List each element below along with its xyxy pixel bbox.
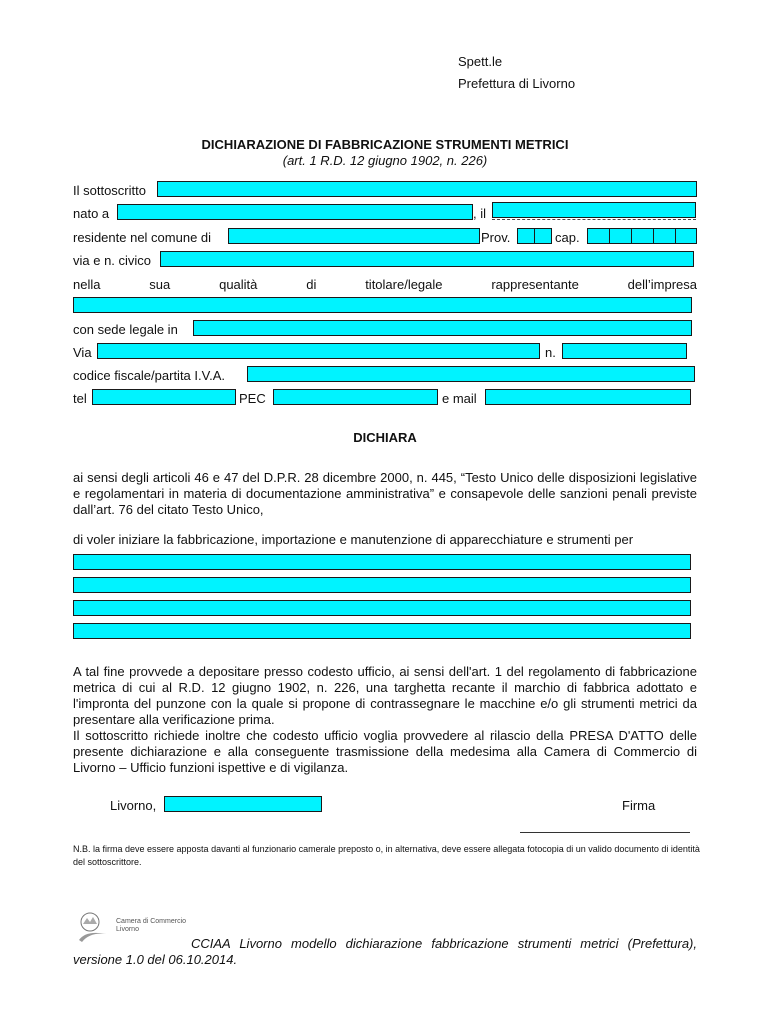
label-email: e mail (442, 391, 477, 406)
label-il: , il (473, 206, 486, 221)
cap-field-5[interactable] (675, 228, 697, 244)
qualita-word: rappresentante (491, 277, 579, 292)
street-number-field[interactable] (562, 343, 687, 359)
qualita-word: nella (73, 277, 101, 292)
signature-line (520, 832, 690, 833)
instruments-field-4[interactable] (73, 623, 691, 639)
qualita-word: titolare/legale (365, 277, 443, 292)
tax-code-field[interactable] (247, 366, 695, 382)
cap-field-1[interactable] (587, 228, 610, 244)
instruments-field-2[interactable] (73, 577, 691, 593)
company-name-field[interactable] (73, 297, 692, 313)
birthplace-field[interactable] (117, 204, 473, 220)
dichiara-title: DICHIARA (353, 430, 417, 445)
label-sede-legale: con sede legale in (73, 322, 178, 337)
label-sottoscritto: Il sottoscritto (73, 183, 146, 198)
qualita-line (73, 277, 697, 292)
body-paragraph-2: Il sottoscritto richiede inoltre che codesto ufficio voglia provvedere al rilascio della PRESA D'ATTO delle presente dichiarazione e alla conseguente trasmissione della medesima alla Camera di Commercio di Livorno – Ufficio funzioni ispettive e di vigilanza. (73, 728, 697, 775)
birthdate-underline (492, 219, 696, 220)
svg-text:Livorno: Livorno (116, 926, 139, 933)
label-numero: n. (545, 345, 556, 360)
qualita-word: qualità (219, 277, 258, 292)
qualita-word: dell’impresa (627, 277, 697, 292)
dichiara-paragraph: ai sensi degli articoli 46 e 47 del D.P.R. 28 dicembre 2000, n. 445, “Testo Unico delle disposizioni legislative e regolamentari in materia di documentazione amministrativa” e consapevole delle sanzioni penali previste dall’art. 76 del citato Testo Unico, (73, 470, 697, 517)
document-subtitle: (art. 1 R.D. 12 giugno 1902, n. 226) (282, 153, 488, 168)
body-paragraph-1: A tal fine provvede a depositare presso codesto ufficio, ai sensi dell'art. 1 del regolamento di fabbricazione metrica di cui al R.D. 12 giugno 1902, n. 226, una targhetta recante il marchio di fabbrica adottato e l'impronta del punzone con la quale si propone di contrassegnare le macchine e/o gli strumenti metrici da presentare alla verificazione prima. (73, 664, 697, 727)
address-field[interactable] (160, 251, 694, 267)
phone-field[interactable] (92, 389, 236, 405)
document-title: DICHIARAZIONE DI FABBRICAZIONE STRUMENTI METRICI (201, 137, 569, 152)
instruments-field-1[interactable] (73, 554, 691, 570)
label-prov: Prov. (481, 230, 511, 245)
label-cap: cap. (555, 230, 580, 245)
cap-field-4[interactable] (653, 228, 676, 244)
prov-field-1[interactable] (517, 228, 535, 244)
sottoscritto-field[interactable] (157, 181, 697, 197)
registered-office-field[interactable] (193, 320, 692, 336)
cap-field-3[interactable] (631, 228, 654, 244)
label-pec: PEC (239, 391, 266, 406)
pec-field[interactable] (273, 389, 438, 405)
qualita-word: di (306, 277, 317, 292)
svg-text:Camera di Commercio: Camera di Commercio (116, 918, 186, 925)
intent-text: di voler iniziare la fabbricazione, importazione e manutenzione di apparecchiature e strumenti per (73, 532, 634, 547)
cap-field-2[interactable] (609, 228, 632, 244)
label-residente: residente nel comune di (73, 230, 212, 245)
label-tel: tel (73, 391, 87, 406)
recipient-line-1: Spett.le (458, 54, 503, 69)
label-livorno: Livorno, (110, 798, 157, 813)
prov-field-2[interactable] (534, 228, 552, 244)
label-firma: Firma (622, 798, 656, 813)
instruments-field-3[interactable] (73, 600, 691, 616)
nb-note: N.B. la firma deve essere apposta davanti al funzionario camerale preposto o, in alternativa, deve essere allegata fotocopia di un valido documento di identità del sottoscrittore. (73, 844, 700, 867)
email-field[interactable] (485, 389, 691, 405)
recipient-line-2: Prefettura di Livorno (458, 76, 576, 91)
label-codice-fiscale: codice fiscale/partita I.V.A. (73, 368, 225, 383)
label-nato-a: nato a (73, 206, 110, 221)
birthdate-field[interactable] (492, 202, 696, 218)
date-field[interactable] (164, 796, 322, 812)
label-via-civico: via e n. civico (73, 253, 152, 268)
footer-text: CCIAA Livorno modello dichiarazione fabbricazione strumenti metrici (Prefettura), versione 1.0 del 06.10.2014. (73, 936, 697, 967)
residence-field[interactable] (228, 228, 480, 244)
label-via: Via (73, 345, 92, 360)
street-field[interactable] (97, 343, 540, 359)
qualita-word: sua (149, 277, 171, 292)
